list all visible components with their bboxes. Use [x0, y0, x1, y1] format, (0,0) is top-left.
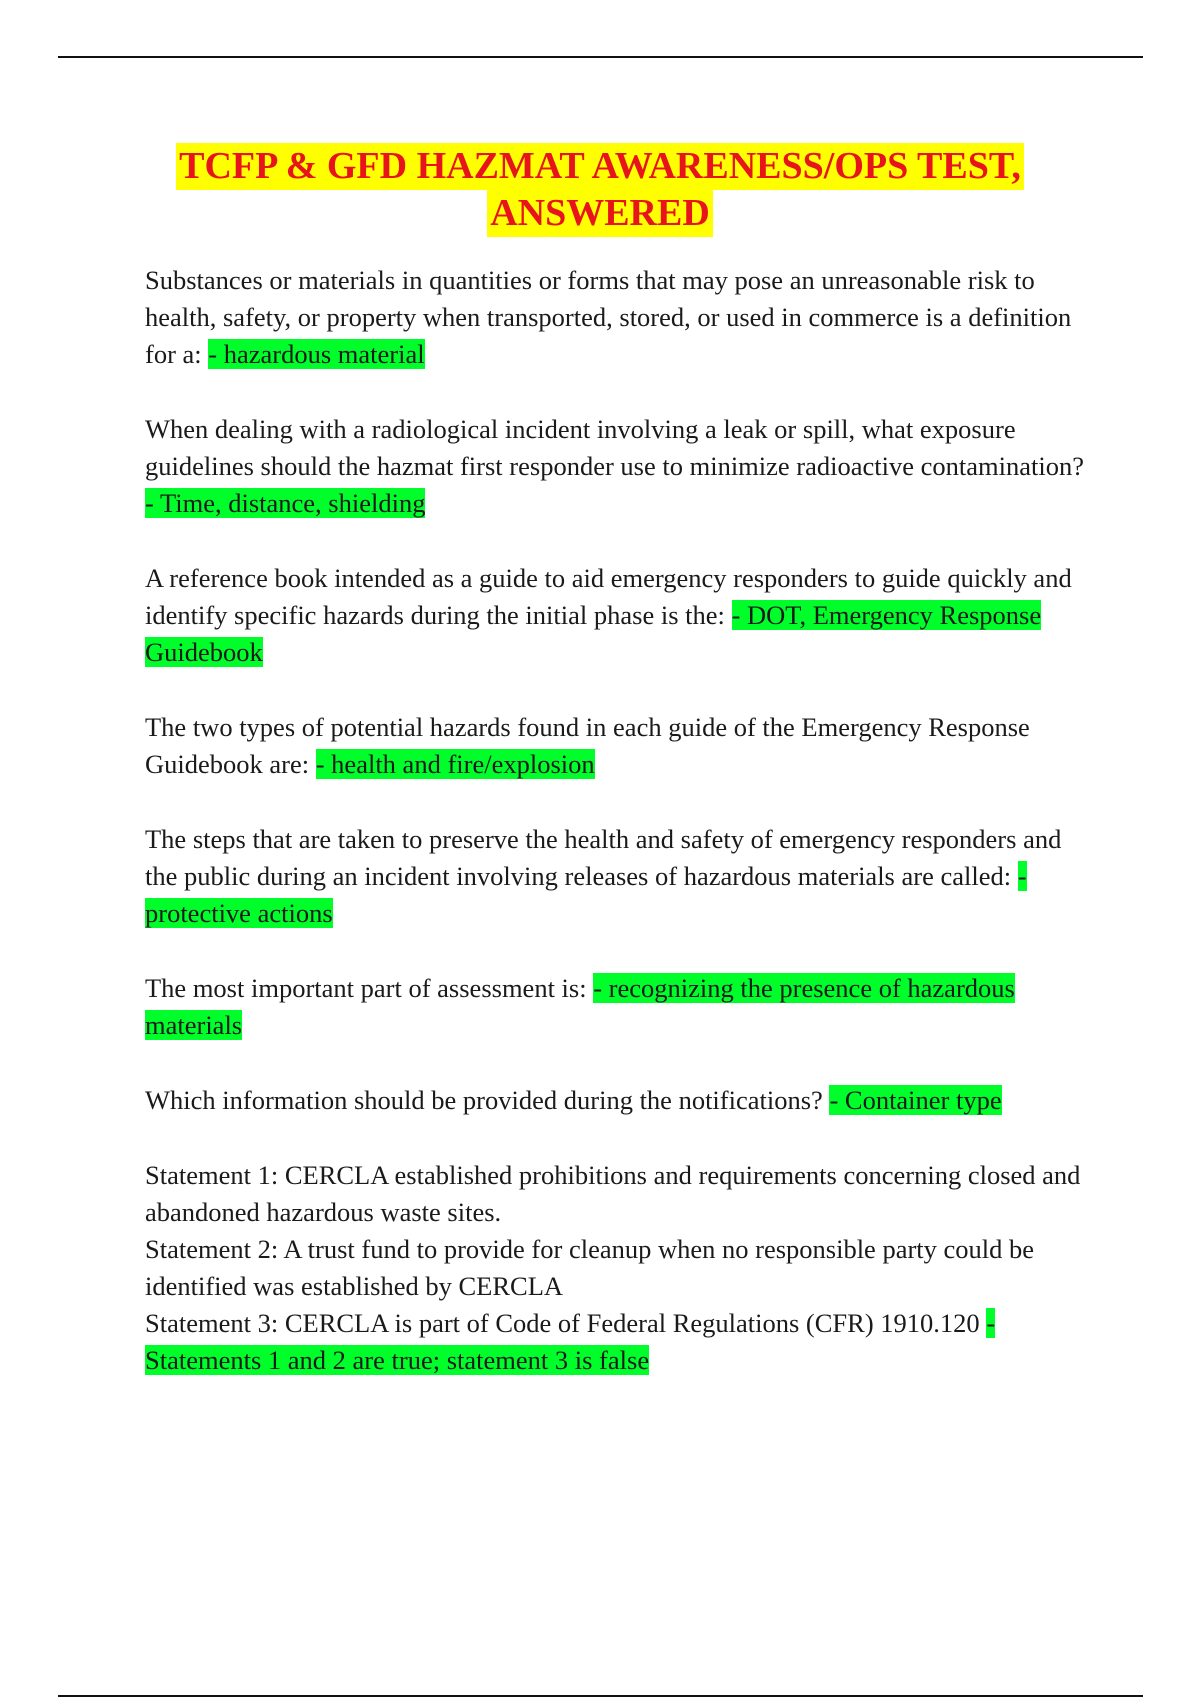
- question-text: The steps that are taken to preserve the health and safety of emergency responders and the public during an incident involving releases of hazardous materials are called:: [145, 824, 1062, 891]
- title-line-2: ANSWERED: [487, 190, 713, 237]
- qa-item: [145, 262, 1095, 373]
- qa-item: [145, 411, 1095, 522]
- answer-text: - hazardous material: [208, 339, 425, 369]
- answer-text: - Statements 1 and 2 are true; statement 3 is false: [145, 1308, 996, 1375]
- page-title: [0, 143, 1200, 237]
- answer-text: - Time, distance, shielding: [145, 488, 426, 518]
- statement-3: Statement 3: CERCLA is part of Code of Federal Regulations (CFR) 1910.120: [145, 1308, 987, 1338]
- title-line-1: TCFP & GFD HAZMAT AWARENESS/OPS TEST,: [176, 143, 1024, 190]
- question-text: Substances or materials in quantities or forms that may pose an unreasonable risk to health, safety, or property when transported, stored, or used in commerce is a definition for a:: [145, 265, 1072, 369]
- qa-item: [145, 709, 1095, 783]
- question-text: A reference book intended as a guide to aid emergency responders to guide quickly and identify specific hazards during the initial phase is the:: [145, 563, 1072, 630]
- qa-item: [145, 1082, 1095, 1119]
- answer-text: - DOT, Emergency Response Guidebook: [145, 600, 1042, 667]
- qa-item: [145, 821, 1095, 932]
- question-text: When dealing with a radiological incident involving a leak or spill, what exposure guidelines should the hazmat first responder use to minimize radioactive contamination?: [145, 414, 1085, 481]
- question-text: The two types of potential hazards found in each guide of the Emergency Response Guidebook are:: [145, 712, 1030, 779]
- answer-text: - recognizing the presence of hazardous materials: [145, 973, 1015, 1040]
- answer-text: - Container type: [829, 1085, 1002, 1115]
- question-text: Which information should be provided during the notifications?: [145, 1085, 830, 1115]
- qa-list: [145, 262, 1095, 1417]
- bottom-rule: [58, 1695, 1143, 1697]
- answer-text: - health and fire/explosion: [315, 749, 595, 779]
- question-text: The most important part of assessment is:: [145, 973, 594, 1003]
- statement-2: Statement 2: A trust fund to provide for cleanup when no responsible party could be identified was established by CERCLA: [145, 1234, 1035, 1301]
- qa-item-statements: [145, 1157, 1095, 1379]
- top-rule: [58, 56, 1143, 58]
- answer-text: - protective actions: [145, 861, 1027, 928]
- statement-1: Statement 1: CERCLA established prohibitions and requirements concerning closed and abandoned hazardous waste sites.: [145, 1160, 1081, 1227]
- qa-item: [145, 970, 1095, 1044]
- qa-item: [145, 560, 1095, 671]
